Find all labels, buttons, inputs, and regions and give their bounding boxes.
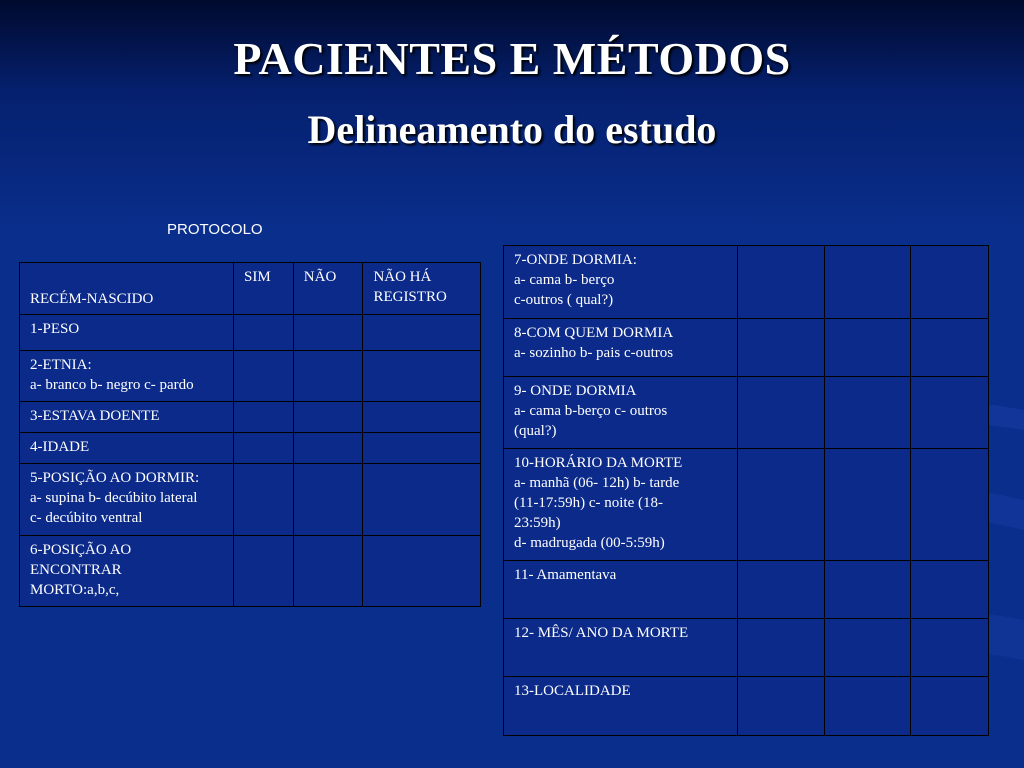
table-cell (738, 561, 825, 619)
table-cell (363, 433, 481, 464)
table-row (20, 433, 481, 464)
table-row (20, 536, 481, 607)
table-cell (911, 561, 989, 619)
table-row (504, 677, 989, 736)
table-row (504, 619, 989, 677)
table-row (504, 246, 989, 319)
table-cell (293, 433, 363, 464)
table-cell (363, 402, 481, 433)
table-cell (234, 315, 294, 351)
page-title: PACIENTES E MÉTODOS (233, 33, 791, 84)
table-cell (824, 561, 911, 619)
table-row (504, 319, 989, 377)
table-cell (363, 315, 481, 351)
table-cell (824, 319, 911, 377)
table-cell (293, 315, 363, 351)
table-cell (738, 619, 825, 677)
table-cell (293, 351, 363, 402)
row-label: 8-COM QUEM DORMIA a- sozinho b- pais c-outros (504, 319, 738, 377)
table-cell (738, 246, 825, 319)
row-label: 9- ONDE DORMIA a- cama b-berço c- outros (qual?) (504, 377, 738, 449)
table-cell (824, 246, 911, 319)
row-label: 13-LOCALIDADE (504, 677, 738, 736)
table-cell (234, 402, 294, 433)
table-cell (293, 464, 363, 536)
table-cell (911, 319, 989, 377)
table-row (20, 315, 481, 351)
table-cell (824, 619, 911, 677)
table-cell (911, 449, 989, 561)
table-cell (363, 536, 481, 607)
row-label: 1-PESO (20, 315, 234, 351)
row-label: 2-ETNIA: a- branco b- negro c- pardo (20, 351, 234, 402)
table-cell (824, 677, 911, 736)
table-cell (824, 377, 911, 449)
header-recem-nascido: RECÉM-NASCIDO (20, 263, 234, 315)
table-cell (738, 677, 825, 736)
table-cell (911, 619, 989, 677)
table-cell (363, 351, 481, 402)
table-cell (234, 536, 294, 607)
table-cell (293, 402, 363, 433)
table-cell (234, 464, 294, 536)
row-label: 6-POSIÇÃO AO ENCONTRAR MORTO:a,b,c, (20, 536, 234, 607)
table-row (20, 351, 481, 402)
protocol-label: PROTOCOLO (167, 221, 263, 238)
table-row (504, 377, 989, 449)
table-cell (363, 464, 481, 536)
header-sim: SIM (234, 263, 294, 315)
row-label: 4-IDADE (20, 433, 234, 464)
row-label: 11- Amamentava (504, 561, 738, 619)
table-cell (738, 377, 825, 449)
table-row (504, 449, 989, 561)
table-cell (911, 677, 989, 736)
protocol-table-right (503, 245, 989, 736)
table-cell (738, 449, 825, 561)
row-label: 12- MÊS/ ANO DA MORTE (504, 619, 738, 677)
page-subtitle: Delineamento do estudo (307, 107, 717, 152)
protocol-table-left (19, 262, 481, 607)
table-cell (911, 246, 989, 319)
header-nao-ha-registro: NÃO HÁ REGISTRO (363, 263, 481, 315)
row-label: 3-ESTAVA DOENTE (20, 402, 234, 433)
table-header-row (20, 263, 481, 315)
table-cell (234, 351, 294, 402)
header-nao: NÃO (293, 263, 363, 315)
row-label: 10-HORÁRIO DA MORTE a- manhã (06- 12h) b- tarde (11-17:59h) c- noite (18- 23:59h) d- madrugada (00-5:59h) (504, 449, 738, 561)
table-cell (234, 433, 294, 464)
row-label: 7-ONDE DORMIA: a- cama b- berço c-outros ( qual?) (504, 246, 738, 319)
table-row (20, 402, 481, 433)
row-label: 5-POSIÇÃO AO DORMIR: a- supina b- decúbito lateral c- decúbito ventral (20, 464, 234, 536)
table-row (504, 561, 989, 619)
table-cell (293, 536, 363, 607)
table-cell (738, 319, 825, 377)
table-row (20, 464, 481, 536)
table-cell (911, 377, 989, 449)
table-cell (824, 449, 911, 561)
